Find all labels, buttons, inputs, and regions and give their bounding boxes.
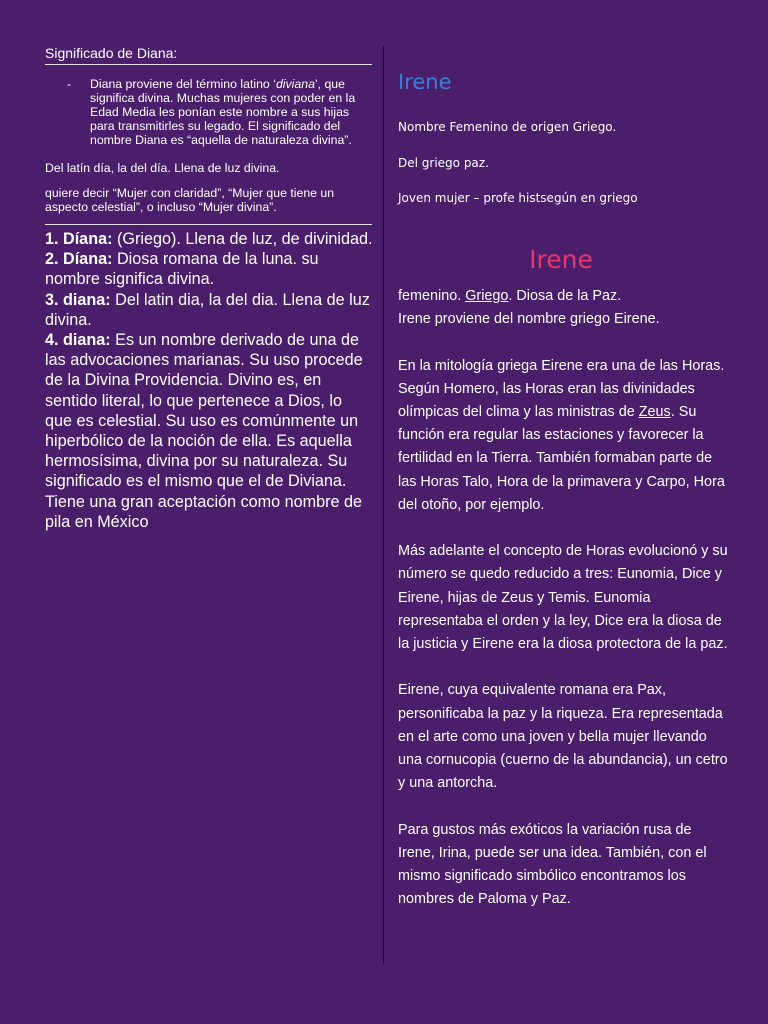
section-rule xyxy=(45,224,372,225)
definition-item xyxy=(45,290,373,330)
zeus-link[interactable]: Zeus xyxy=(638,404,671,420)
definition-term: 1. Díana: xyxy=(45,230,113,248)
definition-text: Es un nombre derivado de una de las advocaciones marianas. Su uso procede de la Divina Providencia. Divino es, en sentido literal, lo que pertenece a Dios, lo que es celestial. Su uso es comúnmente un hiperbólico de la noción de ella. Es aquella hermosísima, divina por su naturaleza. Su significado es el mismo que el de Diviana. Tiene una gran aceptación como nombre de pila en México xyxy=(45,331,363,531)
irene-title-small: Irene xyxy=(398,70,452,94)
para1-text: En la mitología griega Eirene era una de las Horas. Según Homero, las Horas eran las divinidades olímpicas del clima y las ministras de xyxy=(398,357,725,420)
bullet-text-before: Diana proviene del término latino ‘ xyxy=(90,77,276,91)
definition-item xyxy=(45,330,373,532)
irene-intro xyxy=(398,285,728,331)
intro-text: femenino. xyxy=(398,288,466,304)
left-column xyxy=(45,45,373,532)
irene-line-1: Nombre Femenino de origen Griego. xyxy=(398,120,617,134)
irene-line-2: Del griego paz. xyxy=(398,156,489,170)
definition-term: 2. Díana: xyxy=(45,250,113,269)
intro-text-end: . Diosa de la Paz. xyxy=(508,288,622,304)
diana-para-1: Del latín día, la del día. Llena de luz divina. xyxy=(45,161,280,175)
bullet-dash: - xyxy=(67,77,72,91)
definition-list xyxy=(45,229,373,532)
definition-item xyxy=(45,249,373,289)
diana-para-2: quiere decir “Mujer con claridad”, “Mujer que tiene un aspecto celestial”, o incluso “Mujer divina”. xyxy=(45,186,335,214)
irene-line-3: Joven mujer – profe histsegún en griego xyxy=(398,191,638,205)
definition-term: 4. diana: xyxy=(45,331,111,350)
irene-body xyxy=(398,285,728,911)
bullet-text-after: ’, que significa divina. Muchas mujeres con poder en la Edad Media les ponían este nombre a sus hijas para transmitirles su legado. El significado del nombre Diana es “aquella de naturaleza divina”. xyxy=(90,77,356,147)
definition-item xyxy=(45,229,373,249)
column-divider xyxy=(383,46,384,964)
diana-heading: Significado de Diana: xyxy=(45,45,178,61)
irene-para-3: Eirene, cuya equivalente romana era Pax, personificaba la paz y la riqueza. Era representada en el arte como una joven y bella mujer llevando una cornucopia (cuerno de la abundancia), un cetro y una antorcha. xyxy=(398,682,728,792)
diana-bullet xyxy=(45,77,373,147)
definition-term: 3. diana: xyxy=(45,290,111,309)
intro-line-2: Irene proviene del nombre griego Eirene. xyxy=(398,311,660,328)
irene-para-1 xyxy=(398,355,728,517)
griego-link[interactable]: Griego xyxy=(465,288,509,304)
bullet-italic-word: diviana xyxy=(275,77,315,91)
definition-text: (Griego). Llena de luz, de divinidad. xyxy=(112,230,373,248)
para1-text-end: . Su función era regular las estaciones y favorecer la fertilidad en la Tierra. También formaban parte de las Horas Talo, Hora de la primavera y Carpo, Hora del otoño, por ejemplo. xyxy=(398,404,725,513)
definition-text: Diosa romana de la luna. su nombre significa divina. xyxy=(45,250,319,289)
definition-text: Del latin dia, la del dia. Llena de luz divina. xyxy=(45,290,370,329)
heading-rule xyxy=(45,64,372,65)
irene-para-4: Para gustos más exóticos la variación rusa de Irene, Irina, puede ser una idea. También, con el mismo significado simbólico encontramos los nombres de Paloma y Paz. xyxy=(398,821,707,908)
irene-para-2: Más adelante el concepto de Horas evolucionó y su número se quedo reducido a tres: Eunomia, Dice y Eirene, hijas de Zeus y Temis. Eunomia representaba el orden y la ley, Dice era la diosa de la justicia y Eirene era la diosa protectora de la paz. xyxy=(398,543,728,653)
irene-title-large: Irene xyxy=(529,245,593,274)
